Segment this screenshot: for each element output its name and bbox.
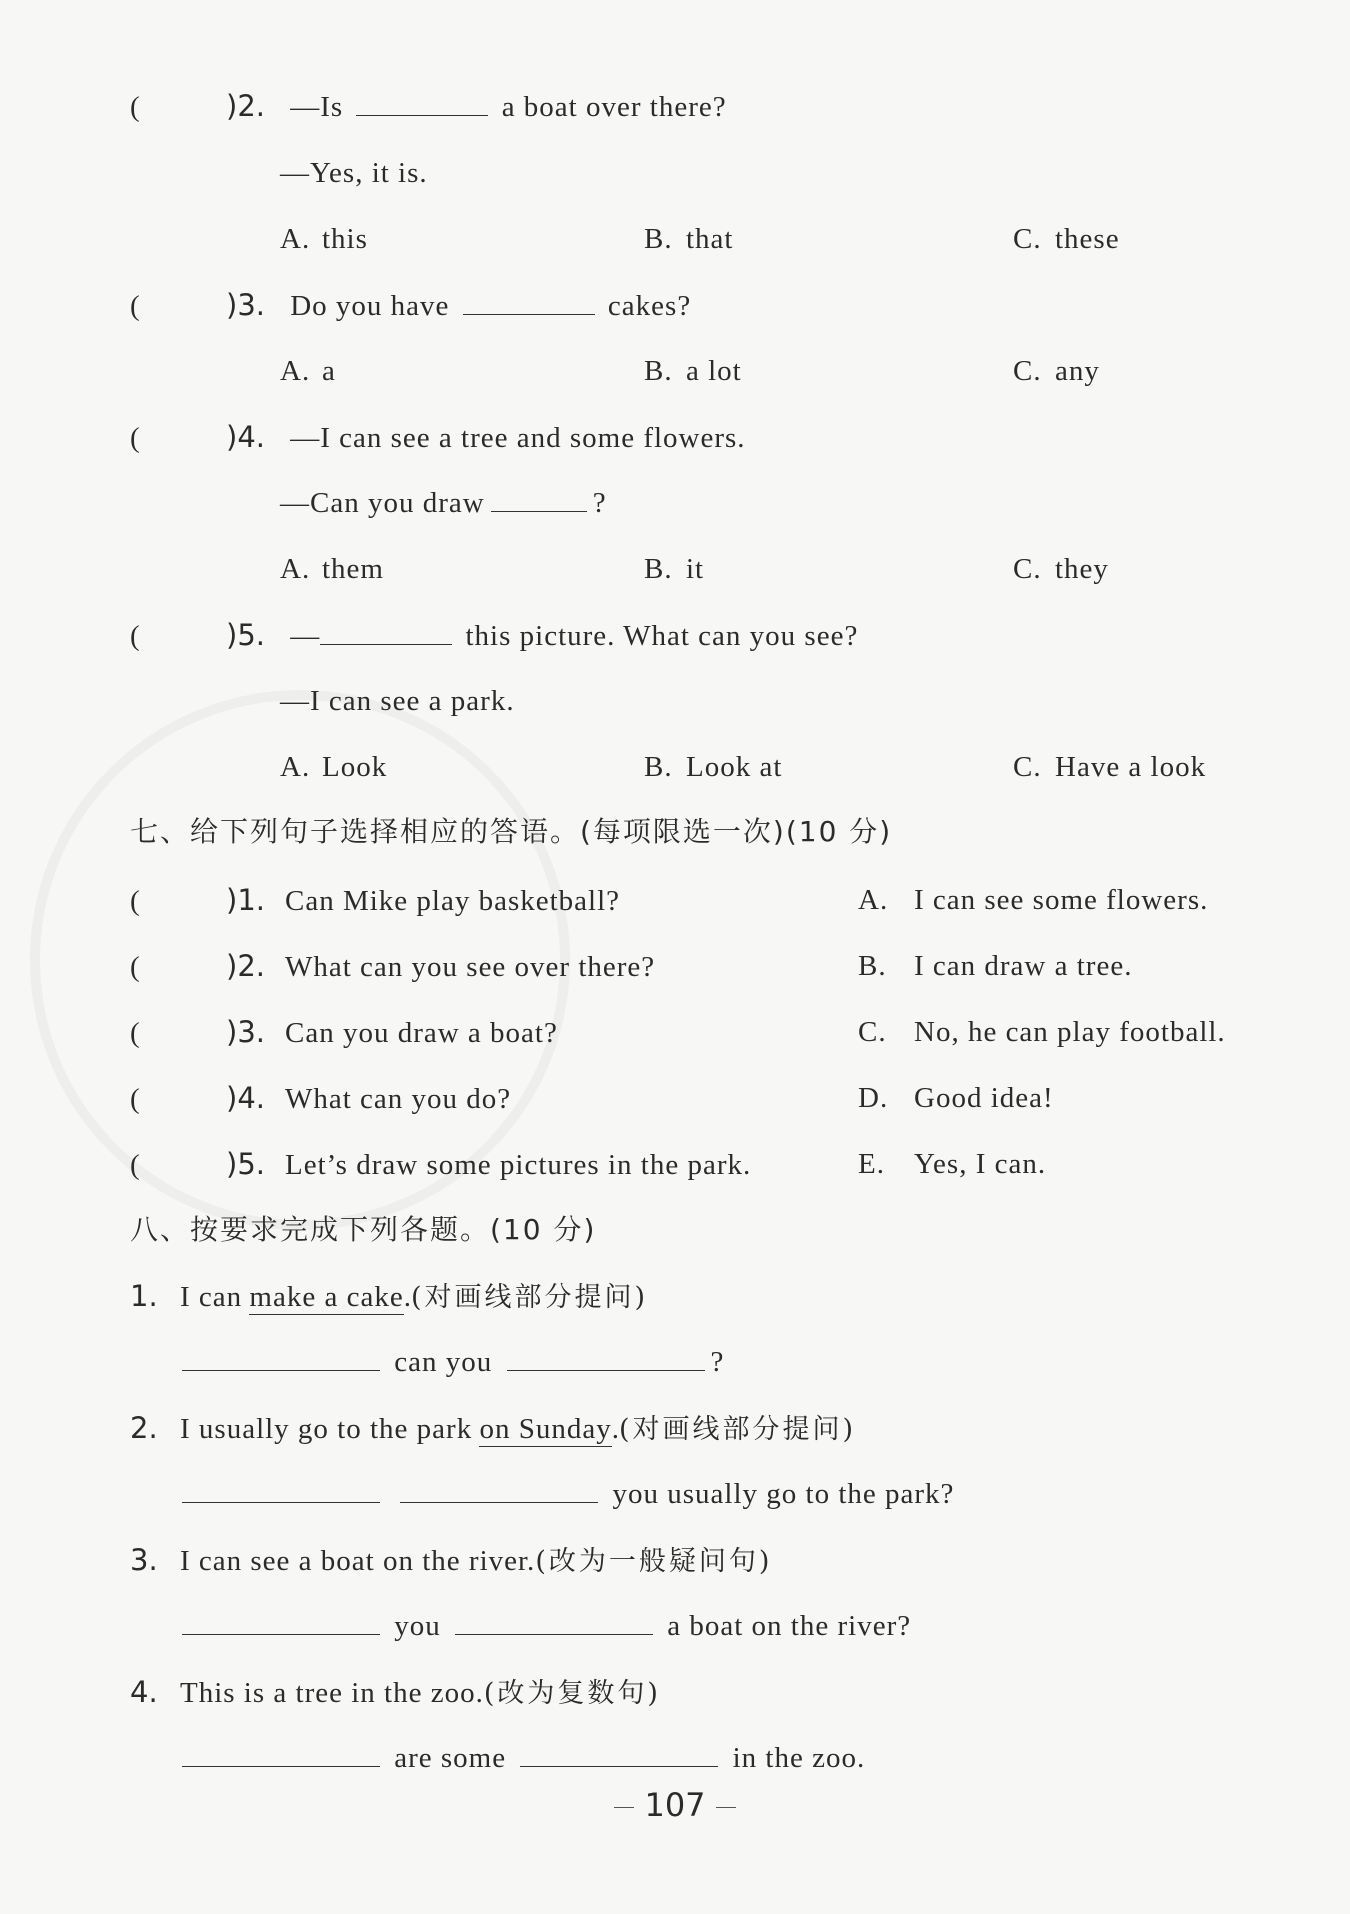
matching-question-5: ( )5. Let’s draw some pictures in the park. xyxy=(130,1147,752,1181)
matching-question-4: ( )4. What can you do? xyxy=(130,1081,512,1115)
option-c: C. these xyxy=(1013,223,1120,255)
option-b: B. a lot xyxy=(644,355,742,387)
fill-blank[interactable] xyxy=(520,1740,718,1767)
matching-answer-e: E. Yes, I can. xyxy=(858,1148,1047,1180)
option-a: A. this xyxy=(280,223,368,255)
fill-blank[interactable] xyxy=(182,1608,380,1635)
task-8-3: 3. I can see a boat on the river.(改为一般疑问句) xyxy=(130,1543,773,1577)
matching-question-1: ( )1. Can Mike play basketball? xyxy=(130,883,621,917)
section-7-title: 七、给下列句子选择相应的答语。(每项限选一次)(10 分) xyxy=(130,815,893,848)
question-6-2-reply: —Yes, it is. xyxy=(280,157,428,189)
question-6-4-line2: —Can you draw ? xyxy=(280,487,607,519)
option-b: B. it xyxy=(644,553,705,585)
underlined-phrase: make a cake xyxy=(249,1281,404,1313)
option-b: B. that xyxy=(644,223,734,255)
matching-question-2: ( )2. What can you see over there? xyxy=(130,949,656,983)
option-c: C. they xyxy=(1013,553,1109,585)
matching-answer-d: D. Good idea! xyxy=(858,1082,1054,1114)
question-6-4: ( )4. —I can see a tree and some flowers. xyxy=(130,420,746,454)
answer-paren: ( xyxy=(130,91,140,123)
task-8-4: 4. This is a tree in the zoo.(改为复数句) xyxy=(130,1675,661,1709)
question-6-5: ( )5. — this picture. What can you see? xyxy=(130,618,859,652)
fill-blank[interactable] xyxy=(491,485,587,512)
task-8-2: 2. I usually go to the park on Sunday.(对画线部分提问) xyxy=(130,1411,857,1445)
matching-answer-a: A. I can see some flowers. xyxy=(858,884,1209,916)
section-8-title: 八、按要求完成下列各题。(10 分) xyxy=(130,1213,597,1246)
option-c: C. Have a look xyxy=(1013,751,1207,783)
underlined-phrase: on Sunday xyxy=(479,1413,612,1445)
matching-answer-c: C. No, he can play football. xyxy=(858,1016,1226,1048)
fill-blank[interactable] xyxy=(182,1344,380,1371)
task-8-1-answer-line: can you ? xyxy=(182,1344,724,1380)
option-c: C. any xyxy=(1013,355,1100,387)
fill-blank[interactable] xyxy=(455,1608,653,1635)
task-8-3-answer-line: you a boat on the river? xyxy=(182,1608,911,1644)
task-8-2-answer-line: you usually go to the park? xyxy=(182,1476,954,1512)
matching-answer-b: B. I can draw a tree. xyxy=(858,950,1133,982)
fill-blank[interactable] xyxy=(182,1740,380,1767)
option-a: A. Look xyxy=(280,751,388,783)
question-6-5-reply: —I can see a park. xyxy=(280,685,515,717)
fill-blank[interactable] xyxy=(463,288,595,315)
fill-blank[interactable] xyxy=(400,1476,598,1503)
question-6-3: ( )3. Do you have cakes? xyxy=(130,288,692,322)
matching-question-3: ( )3. Can you draw a boat? xyxy=(130,1015,558,1049)
option-a: A. a xyxy=(280,355,336,387)
question-6-2: ( )2. —Is a boat over there? xyxy=(130,89,727,123)
task-8-1: 1. I can make a cake.(对画线部分提问) xyxy=(130,1279,649,1313)
fill-blank[interactable] xyxy=(182,1476,380,1503)
fill-blank[interactable] xyxy=(507,1344,705,1371)
option-b: B. Look at xyxy=(644,751,783,783)
fill-blank[interactable] xyxy=(356,89,488,116)
task-8-4-answer-line: are some in the zoo. xyxy=(182,1740,865,1776)
fill-blank[interactable] xyxy=(320,618,452,645)
option-a: A. them xyxy=(280,553,384,585)
page-number: 107 xyxy=(0,1786,1350,1824)
